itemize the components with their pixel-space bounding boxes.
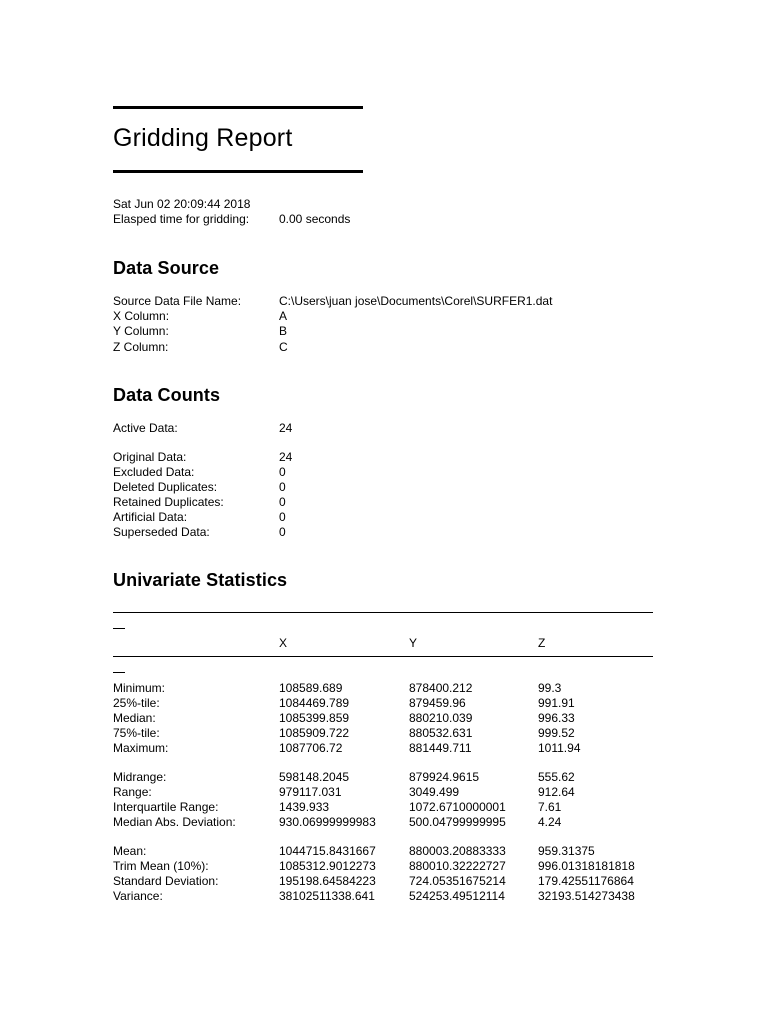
stat-z: 4.24	[538, 815, 562, 829]
stat-label: Range:	[113, 785, 152, 799]
stat-label: Standard Deviation:	[113, 874, 219, 888]
row-label: Deleted Duplicates:	[113, 480, 218, 494]
column-header-y: Y	[409, 636, 418, 650]
stat-x: 979117.031	[279, 785, 342, 799]
stat-y: 880010.32222727	[409, 859, 506, 873]
row-label: Source Data File Name:	[113, 294, 242, 308]
stat-label: Interquartile Range:	[113, 800, 219, 814]
row-value: C	[279, 340, 288, 354]
stat-row	[113, 770, 673, 785]
stat-label: Mean:	[113, 844, 147, 858]
stat-y: 880532.631	[409, 726, 473, 740]
stat-y: 880003.20883333	[409, 844, 506, 858]
stat-label: Median Abs. Deviation:	[113, 815, 236, 829]
stat-z: 912.64	[538, 785, 575, 799]
row-value: 24	[279, 450, 293, 464]
stat-y: 1072.6710000001	[409, 800, 506, 814]
stat-x: 930.06999999983	[279, 815, 376, 829]
data-source-row	[113, 309, 673, 324]
stat-x: 1044715.8431667	[279, 844, 376, 858]
data-counts-row	[113, 465, 673, 480]
stat-label: 75%-tile:	[113, 726, 160, 740]
stat-x: 1084469.789	[279, 696, 350, 710]
stat-x: 1085399.859	[279, 711, 350, 725]
stat-row	[113, 844, 673, 859]
stat-label: Trim Mean (10%):	[113, 859, 209, 873]
row-value: 0	[279, 510, 286, 524]
stat-x: 1439.933	[279, 800, 330, 814]
stat-row	[113, 711, 673, 726]
stat-row	[113, 800, 673, 815]
table-rule-wrap	[113, 672, 125, 673]
stat-row	[113, 681, 673, 696]
row-value: A	[279, 309, 288, 323]
univariate-heading: Univariate Statistics	[113, 570, 288, 590]
stat-z: 1011.94	[538, 741, 581, 755]
stat-row	[113, 874, 673, 889]
data-counts-row	[113, 525, 673, 540]
stat-z: 99.3	[538, 681, 562, 695]
stat-y: 879459.96	[409, 696, 466, 710]
row-value: 0	[279, 465, 286, 479]
stat-z: 32193.514273438	[538, 889, 635, 903]
data-source-row	[113, 340, 673, 355]
data-source-heading: Data Source	[113, 258, 220, 278]
stat-label: 25%-tile:	[113, 696, 160, 710]
row-value: C:\Users\juan jose\Documents\Corel\SURFER1.dat	[279, 294, 553, 308]
stat-label: Median:	[113, 711, 156, 725]
stat-z: 7.61	[538, 800, 562, 814]
report-date-row	[113, 197, 673, 212]
elapsed-time-row	[113, 212, 673, 227]
data-counts-row	[113, 450, 673, 465]
stat-row	[113, 726, 673, 741]
stat-x: 1087706.72	[279, 741, 343, 755]
stat-z: 959.31375	[538, 844, 595, 858]
stat-x: 1085909.722	[279, 726, 350, 740]
stat-x: 195198.64584223	[279, 874, 376, 888]
stat-label: Maximum:	[113, 741, 169, 755]
stat-z: 179.42551176864	[538, 874, 634, 888]
table-rule	[113, 656, 653, 657]
stat-y: 724.05351675214	[409, 874, 506, 888]
row-label: Retained Duplicates:	[113, 495, 224, 509]
stat-y: 3049.499	[409, 785, 460, 799]
stat-row	[113, 741, 673, 756]
stat-label: Midrange:	[113, 770, 167, 784]
stat-y: 879924.9615	[409, 770, 480, 784]
row-label: Y Column:	[113, 324, 169, 338]
data-counts-heading: Data Counts	[113, 385, 221, 405]
stat-x: 38102511338.641	[279, 889, 375, 903]
row-label: Z Column:	[113, 340, 169, 354]
column-header-x: X	[279, 636, 288, 650]
stat-y: 878400.212	[409, 681, 473, 695]
column-header-z: Z	[538, 636, 546, 650]
stat-y: 880210.039	[409, 711, 473, 725]
data-counts-row	[113, 421, 673, 436]
row-label: Original Data:	[113, 450, 187, 464]
stat-x: 1085312.9012273	[279, 859, 376, 873]
row-value: 24	[279, 421, 293, 435]
row-value: 0	[279, 480, 286, 494]
data-source-row	[113, 324, 673, 339]
elapsed-time-value: 0.00 seconds	[279, 212, 351, 226]
data-counts-row	[113, 510, 673, 525]
data-counts-row	[113, 480, 673, 495]
row-value: B	[279, 324, 288, 338]
stat-row	[113, 859, 673, 874]
report-title: Gridding Report	[113, 124, 293, 152]
data-source-row	[113, 294, 673, 309]
data-counts-row	[113, 495, 673, 510]
stat-z: 991.91	[538, 696, 575, 710]
stat-row	[113, 696, 673, 711]
stat-row	[113, 785, 673, 800]
elapsed-time-label: Elasped time for gridding:	[113, 212, 250, 226]
table-rule-wrap	[113, 628, 125, 629]
stat-row	[113, 815, 673, 830]
stat-label: Minimum:	[113, 681, 166, 695]
stat-y: 500.04799999995	[409, 815, 506, 829]
stat-x: 598148.2045	[279, 770, 350, 784]
stat-z: 996.01318181818	[538, 859, 635, 873]
row-label: X Column:	[113, 309, 170, 323]
report-date: Sat Jun 02 20:09:44 2018	[113, 197, 251, 211]
row-label: Superseded Data:	[113, 525, 210, 539]
title-rule-top	[113, 106, 363, 109]
row-label: Excluded Data:	[113, 465, 195, 479]
stat-z: 555.62	[538, 770, 575, 784]
table-header-row	[113, 636, 673, 651]
stat-label: Variance:	[113, 889, 163, 903]
stat-z: 996.33	[538, 711, 575, 725]
table-rule	[113, 612, 653, 613]
row-label: Artificial Data:	[113, 510, 188, 524]
stat-y: 524253.49512114	[409, 889, 505, 903]
row-value: 0	[279, 525, 286, 539]
title-rule-bottom	[113, 170, 363, 173]
stat-z: 999.52	[538, 726, 575, 740]
stat-y: 881449.711	[409, 741, 472, 755]
stat-x: 108589.689	[279, 681, 343, 695]
row-value: 0	[279, 495, 286, 509]
row-label: Active Data:	[113, 421, 178, 435]
stat-row	[113, 889, 673, 904]
